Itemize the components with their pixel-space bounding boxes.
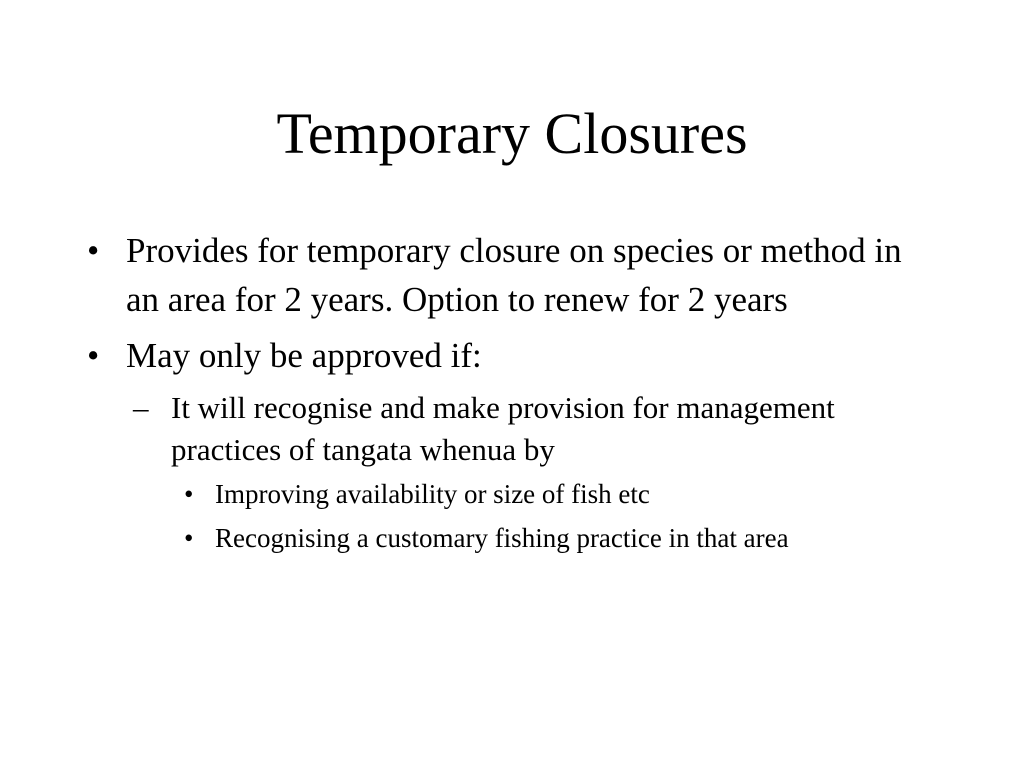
bullet-marker: •	[184, 479, 194, 509]
bullet-item	[82, 331, 932, 380]
bullet-marker: •	[184, 523, 194, 553]
dash-marker: –	[133, 390, 149, 425]
sub-sub-bullet-text: Improving availability or size of fish etc	[215, 479, 650, 509]
bullet-text: Provides for temporary closure on species or method in an area for 2 years. Option to renew for 2 years	[126, 231, 902, 319]
bullet-text: May only be approved if:	[126, 336, 482, 375]
sub-bullet-text: It will recognise and make provision for management practices of tangata whenua by	[171, 390, 835, 467]
slide-body	[82, 226, 932, 565]
sub-sub-bullet-text: Recognising a customary fishing practice in that area	[215, 523, 789, 553]
bullet-marker: •	[87, 336, 100, 375]
slide-title: Temporary Closures	[276, 101, 748, 166]
sub-sub-bullet-item	[171, 477, 875, 511]
bullet-marker: •	[87, 231, 100, 270]
sub-bullet-item	[126, 387, 932, 471]
sub-sub-bullet-item	[171, 521, 875, 555]
bullet-item	[82, 226, 932, 324]
